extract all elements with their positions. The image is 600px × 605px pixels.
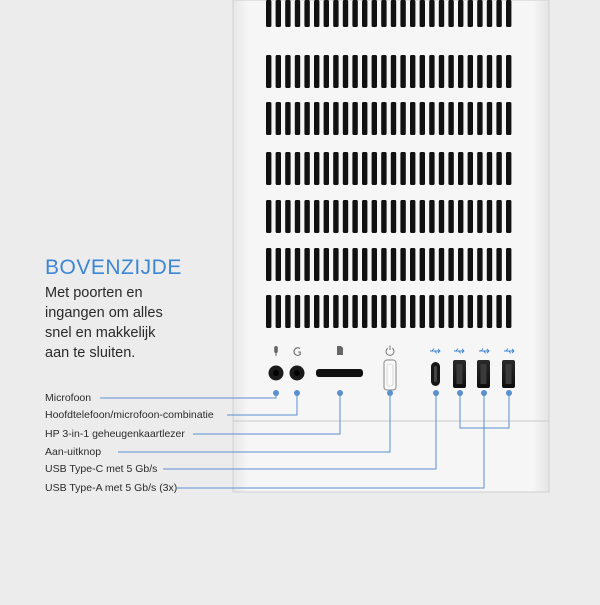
vent-slot [420,55,425,88]
callout-label-hoofdtelefoon: Hoofdtelefoon/microfoon-combinatie [45,409,214,421]
vent-slot [285,55,290,88]
vent-slot [372,200,377,233]
description-line: aan te sluiten. [45,345,136,361]
vent-slot [448,200,453,233]
vent-slot [304,102,309,135]
vent-slot [468,55,473,88]
callout-label-usb-a: USB Type-A met 5 Gb/s (3x) [45,482,178,494]
vent-slot [333,55,338,88]
vent-slot [400,248,405,281]
description-line: Met poorten en [45,285,143,301]
vent-slot [324,102,329,135]
vent-slot [304,248,309,281]
vent-slot [333,248,338,281]
vent-slot [381,152,386,185]
callout-label-usb-c: USB Type-C met 5 Gb/s [45,463,158,475]
vent-slot [276,295,281,328]
vent-slot [477,102,482,135]
vent-slot [352,200,357,233]
vent-slot [496,248,501,281]
vent-slot [372,152,377,185]
vent-slot [400,200,405,233]
vent-slot [487,248,492,281]
vent-slot [429,0,434,27]
dot-hoofdtelefoon [294,390,300,396]
vent-slot [448,152,453,185]
vent-slot [468,0,473,27]
vent-slot [420,102,425,135]
vent-slot [429,55,434,88]
vent-slot [487,55,492,88]
vent-slot [477,200,482,233]
vent-slot [391,0,396,27]
vent-slot [343,200,348,233]
vent-slot [468,102,473,135]
section-heading: BOVENZIJDE [45,256,182,279]
vent-slot [372,0,377,27]
vent-slot [372,248,377,281]
vent-slot [429,152,434,185]
dot-usb-c [433,390,439,396]
vent-slot [458,55,463,88]
section-description [45,283,195,363]
vent-slot [381,295,386,328]
vent-slot [391,152,396,185]
vent-slot [391,295,396,328]
vent-slot [439,102,444,135]
vent-slot [420,295,425,328]
vent-slot [324,200,329,233]
vent-slot [343,295,348,328]
vent-slot [410,295,415,328]
vent-slot [324,0,329,27]
vent-slot [362,102,367,135]
vent-slot [410,248,415,281]
callout-label-kaartlezer: HP 3-in-1 geheugenkaartlezer [45,428,185,440]
vent-slot [496,55,501,88]
usb-a-tongue [481,364,487,384]
vent-slot [506,55,511,88]
vent-slot [410,0,415,27]
vent-slot [391,102,396,135]
vent-slot [276,0,281,27]
vent-slot [352,248,357,281]
vent-slot [448,248,453,281]
vent-slot [487,152,492,185]
vent-slot [458,152,463,185]
vent-slot [477,295,482,328]
vent-slot [487,0,492,27]
vent-slot [496,200,501,233]
vent-slot [496,0,501,27]
vent-slot [506,0,511,27]
vent-slot [352,152,357,185]
vent-slot [372,102,377,135]
vent-slot [429,200,434,233]
dot-microfoon [273,390,279,396]
vent-slot [285,295,290,328]
vent-slot [468,295,473,328]
vent-slot [487,102,492,135]
vent-slot [506,200,511,233]
vent-slot [496,152,501,185]
vent-slot [295,55,300,88]
vent-slot [314,0,319,27]
vent-slot [362,55,367,88]
vent-slot [343,248,348,281]
vent-slot [439,200,444,233]
vent-slot [468,152,473,185]
vent-slot [314,200,319,233]
description-line: snel en makkelijk [45,325,156,341]
vent-slot [266,55,271,88]
vent-slot [285,248,290,281]
vent-slot [362,0,367,27]
vent-slot [420,152,425,185]
vent-slot [314,152,319,185]
vent-slot [266,102,271,135]
usb-c-tongue [434,366,437,382]
vent-slot [324,248,329,281]
vent-slot [420,248,425,281]
vent-slot [458,295,463,328]
vent-slot [381,55,386,88]
vent-slot [285,200,290,233]
description-line: ingangen om alles [45,305,163,321]
vent-slot [314,55,319,88]
vent-slot [333,0,338,27]
vent-slot [314,248,319,281]
vent-slot [381,102,386,135]
vent-slot [506,248,511,281]
vent-slot [391,55,396,88]
vent-slot [400,295,405,328]
vent-slot [506,102,511,135]
vent-slot [439,295,444,328]
card-reader-slot [316,369,363,377]
vent-slot [429,248,434,281]
vent-slot [324,295,329,328]
microphone-icon [274,346,278,353]
vent-slot [333,295,338,328]
vent-slot [458,0,463,27]
vent-slot [276,200,281,233]
vent-slot [304,200,309,233]
vent-slot [429,102,434,135]
vent-slot [429,295,434,328]
usb-a-tongue [506,364,512,384]
vent-slot [295,0,300,27]
vent-slot [266,248,271,281]
vent-slot [276,152,281,185]
vent-slot [400,0,405,27]
vent-slot [295,295,300,328]
usb-a-tongue [457,364,463,384]
dot-aan-uitknop [387,390,393,396]
vent-slot [439,0,444,27]
vent-slot [343,0,348,27]
vent-slot [400,55,405,88]
headset-jack-hole [294,370,300,376]
vent-slot [487,295,492,328]
vent-slot [410,55,415,88]
vent-slot [448,55,453,88]
vent-slot [304,55,309,88]
vent-slot [266,295,271,328]
vent-slot [266,200,271,233]
vent-slot [333,102,338,135]
microphone-jack-hole [273,370,279,376]
dot-usb-a-3 [506,390,512,396]
vent-slot [266,0,271,27]
vent-slot [506,152,511,185]
vent-slot [400,152,405,185]
vent-slot [381,200,386,233]
vent-slot [343,152,348,185]
vent-slot [352,102,357,135]
vent-slot [362,248,367,281]
vent-slot [304,295,309,328]
vent-slot [420,200,425,233]
vent-slot [448,102,453,135]
vent-slot [410,102,415,135]
vent-slot [420,0,425,27]
vent-slot [285,152,290,185]
vent-slot [391,200,396,233]
vent-slot [391,248,396,281]
dot-usb-a-2 [481,390,487,396]
vent-slot [487,200,492,233]
dot-usb-a-1 [457,390,463,396]
callout-label-aan-uitknop: Aan-uitknop [45,446,102,458]
vent-slot [276,248,281,281]
vent-slot [333,152,338,185]
vent-slot [314,102,319,135]
vent-slot [458,248,463,281]
vent-slot [362,200,367,233]
vent-slot [352,295,357,328]
vent-slot [304,152,309,185]
vent-slot [333,200,338,233]
vent-slot [343,55,348,88]
vent-slot [410,152,415,185]
vent-slot [343,102,348,135]
vent-slot [468,248,473,281]
vent-slot [352,0,357,27]
vent-slot [477,248,482,281]
vent-slot [362,295,367,328]
callout-label-microfoon: Microfoon [45,392,92,404]
vent-slot [477,55,482,88]
vent-slot [477,0,482,27]
vent-slot [276,102,281,135]
vent-slot [352,55,357,88]
vent-slot [439,55,444,88]
vent-slot [468,200,473,233]
vent-slot [448,0,453,27]
vent-slot [266,152,271,185]
vent-slot [439,152,444,185]
vent-slot [285,0,290,27]
vent-slot [314,295,319,328]
vent-slot [295,200,300,233]
vent-slot [295,152,300,185]
dot-kaartlezer [337,390,343,396]
vent-slot [400,102,405,135]
vent-slot [285,102,290,135]
vent-slot [458,102,463,135]
power-button [384,360,396,390]
vent-slot [439,248,444,281]
vent-slot [448,295,453,328]
vent-slot [496,102,501,135]
vent-slot [477,152,482,185]
vent-slot [410,200,415,233]
vent-slot [372,55,377,88]
vent-slot [276,55,281,88]
vent-slot [295,102,300,135]
vent-slot [381,0,386,27]
vent-slot [381,248,386,281]
vent-slot [372,295,377,328]
vent-slot [362,152,367,185]
vent-slot [496,295,501,328]
vent-slot [324,152,329,185]
vent-slot [304,0,309,27]
sd-card-icon [337,346,343,355]
vent-slot [295,248,300,281]
vent-slot [458,200,463,233]
vent-slot [506,295,511,328]
vent-slot [324,55,329,88]
